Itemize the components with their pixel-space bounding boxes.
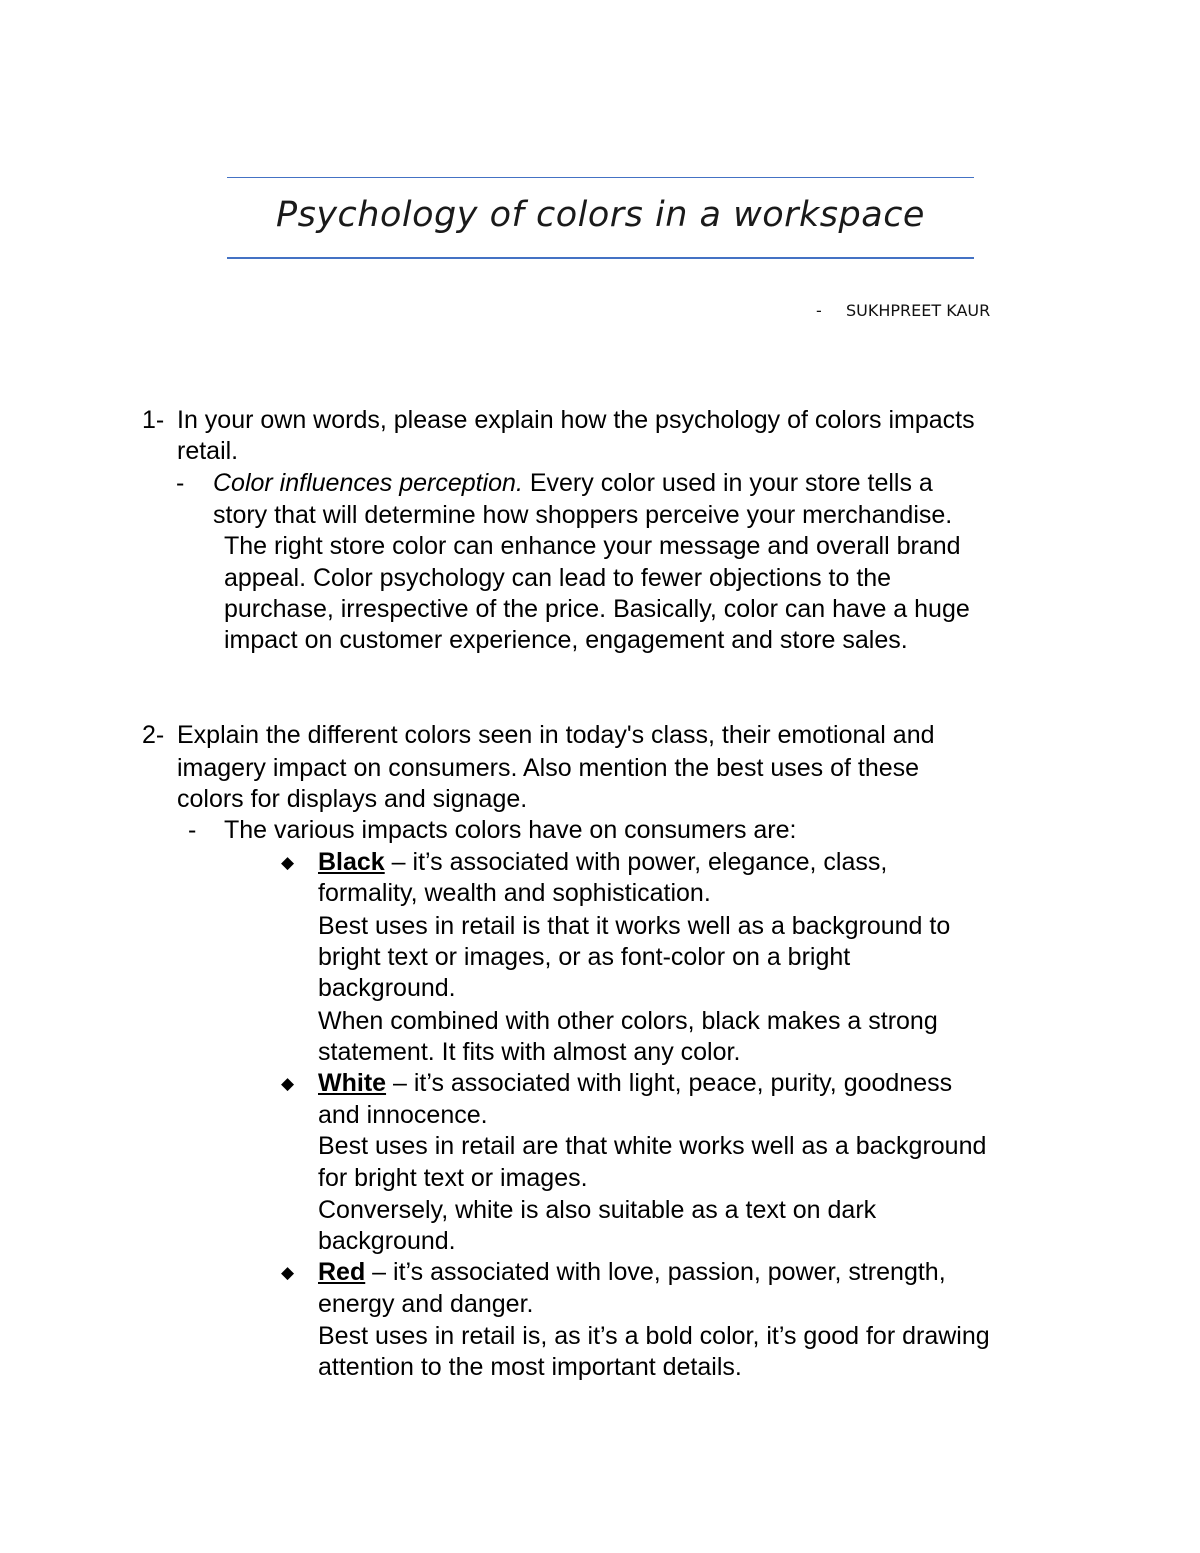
answer-1-line-2: story that will determine how shoppers perceive your merchandise. bbox=[213, 501, 953, 529]
author-line bbox=[816, 301, 990, 320]
author-name: SUKHPREET KAUR bbox=[846, 301, 991, 320]
color-white-line-1-rest: – it’s associated with light, peace, purity, goodness bbox=[386, 1069, 953, 1097]
color-white-line-5: Conversely, white is also suitable as a text on dark bbox=[318, 1196, 877, 1224]
answer-1-line-6: impact on customer experience, engagement and store sales. bbox=[224, 626, 908, 654]
title-top-rule bbox=[227, 177, 974, 178]
author-dash: - bbox=[816, 301, 822, 320]
color-black-line-5: background. bbox=[318, 974, 456, 1002]
color-black-line-7: statement. It fits with almost any color. bbox=[318, 1038, 741, 1066]
answer-2-intro: The various impacts colors have on consumers are: bbox=[224, 816, 797, 844]
answer-1-line-1-rest: Every color used in your store tells a bbox=[522, 469, 933, 497]
question-2-text-line-1: Explain the different colors seen in today's class, their emotional and bbox=[177, 721, 935, 749]
answer-1-italic-lead: Color influences perception. bbox=[213, 469, 523, 497]
answer-1-line-4: appeal. Color psychology can lead to fewer objections to the bbox=[224, 564, 892, 592]
color-black-line-6: When combined with other colors, black makes a strong bbox=[318, 1007, 938, 1035]
answer-1-line-5: purchase, irrespective of the price. Basically, color can have a huge bbox=[224, 595, 970, 623]
color-white-line-6: background. bbox=[318, 1227, 456, 1255]
color-white-name: White bbox=[318, 1069, 387, 1097]
answer-1-line-1 bbox=[213, 468, 933, 499]
color-black-name: Black bbox=[318, 848, 385, 876]
color-red-line-4: attention to the most important details. bbox=[318, 1353, 742, 1381]
diamond-bullet-icon: ◆ bbox=[281, 1074, 295, 1093]
color-red-line-3: Best uses in retail is, as it’s a bold color, it’s good for drawing bbox=[318, 1322, 990, 1350]
color-black-line-1 bbox=[318, 847, 887, 878]
color-red-line-1-rest: – it’s associated with love, passion, power, strength, bbox=[365, 1258, 946, 1286]
diamond-bullet-icon: ◆ bbox=[281, 1263, 295, 1282]
title-bottom-rule bbox=[227, 257, 974, 259]
color-white-line-1 bbox=[318, 1068, 952, 1099]
color-white-line-3: Best uses in retail are that white works well as a background bbox=[318, 1132, 987, 1160]
color-white-line-2: and innocence. bbox=[318, 1101, 488, 1129]
color-red-line-1 bbox=[318, 1257, 946, 1288]
question-1-text-line-1: In your own words, please explain how the psychology of colors impacts bbox=[177, 406, 975, 434]
question-2-text-line-3: colors for displays and signage. bbox=[177, 785, 528, 813]
answer-1-line-3: The right store color can enhance your message and overall brand bbox=[224, 532, 961, 560]
color-black-line-3: Best uses in retail is that it works well as a background to bbox=[318, 912, 951, 940]
color-red-line-2: energy and danger. bbox=[318, 1290, 534, 1318]
color-black-line-4: bright text or images, or as font-color on a bright bbox=[318, 943, 851, 971]
color-white-line-4: for bright text or images. bbox=[318, 1164, 588, 1192]
question-2-text-line-2: imagery impact on consumers. Also mention the best uses of these bbox=[177, 754, 920, 782]
document-title: Psychology of colors in a workspace bbox=[276, 195, 925, 235]
diamond-bullet-icon: ◆ bbox=[281, 853, 295, 872]
color-black-line-1-rest: – it’s associated with power, elegance, class, bbox=[384, 848, 888, 876]
answer-2-dash: - bbox=[188, 816, 197, 844]
answer-1-dash: - bbox=[176, 469, 185, 497]
question-1-text-line-2: retail. bbox=[177, 437, 239, 465]
question-2-number: 2- bbox=[142, 721, 165, 749]
question-1-number: 1- bbox=[142, 406, 165, 434]
color-black-line-2: formality, wealth and sophistication. bbox=[318, 879, 711, 907]
color-red-name: Red bbox=[318, 1258, 366, 1286]
